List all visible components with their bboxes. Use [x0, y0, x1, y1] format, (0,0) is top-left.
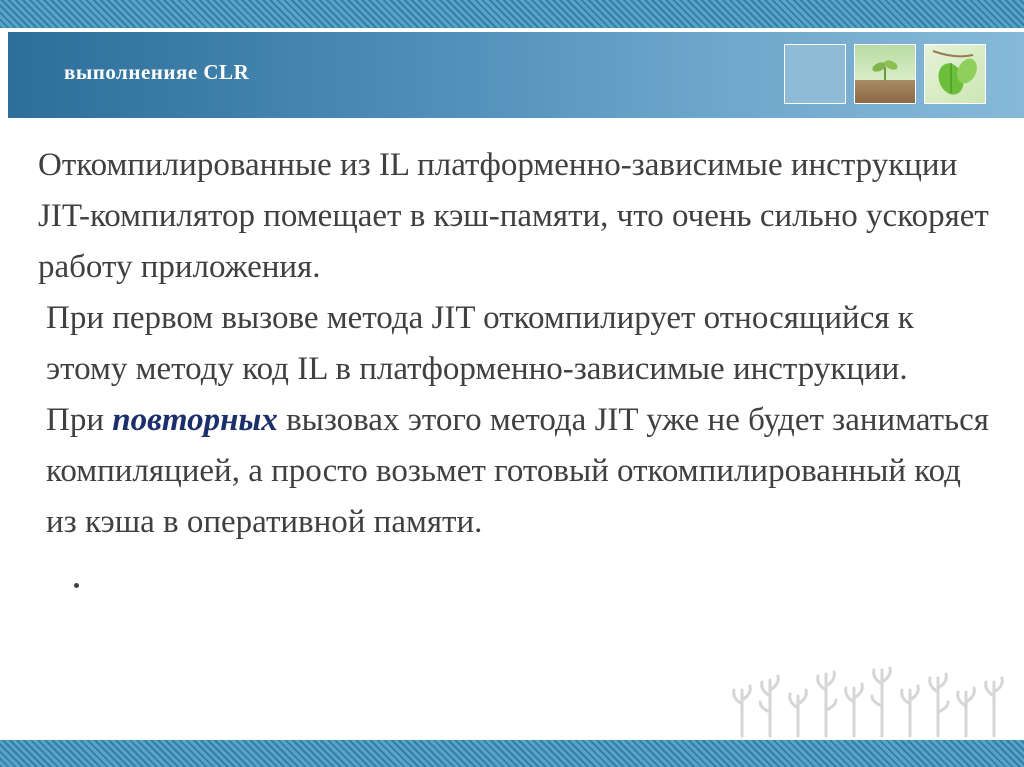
sprout-photo-tile	[854, 44, 916, 104]
emphasis-word: повторных	[112, 402, 278, 438]
sprout-icon	[855, 45, 915, 103]
bullet-dot-icon	[74, 583, 79, 588]
paragraph-cache: Откомпилированные из IL платформенно-зависимые инструкции JIT-компилятор помещает в кэш-памяти, что очень сильно ускоряет работу приложения.	[38, 147, 989, 285]
decor-tile-blue	[784, 44, 846, 104]
leaf-icon	[925, 45, 985, 103]
paragraph-repeat-calls	[38, 395, 998, 548]
top-hatch-band	[0, 0, 1024, 28]
slide-body	[38, 140, 998, 548]
bottom-hatch-band	[0, 740, 1024, 767]
slide-header	[8, 32, 1024, 118]
paragraph-repeat-lead: При	[46, 402, 113, 438]
slide-title: выполненияе CLR	[64, 60, 250, 84]
paragraph-repeat-tail: вызовах этого метода JIT уже не будет заниматься компиляцией, а просто возьмет готовый откомпилированный код из кэша в оперативной памяти.	[46, 402, 989, 540]
sprouts-watermark-icon	[730, 660, 1020, 738]
paragraph-first-call: При первом вызове метода JIT откомпилирует относящийся к этому методу код IL в платформенно-зависимые инструкции.	[46, 300, 914, 387]
leaf-photo-tile	[924, 44, 986, 104]
